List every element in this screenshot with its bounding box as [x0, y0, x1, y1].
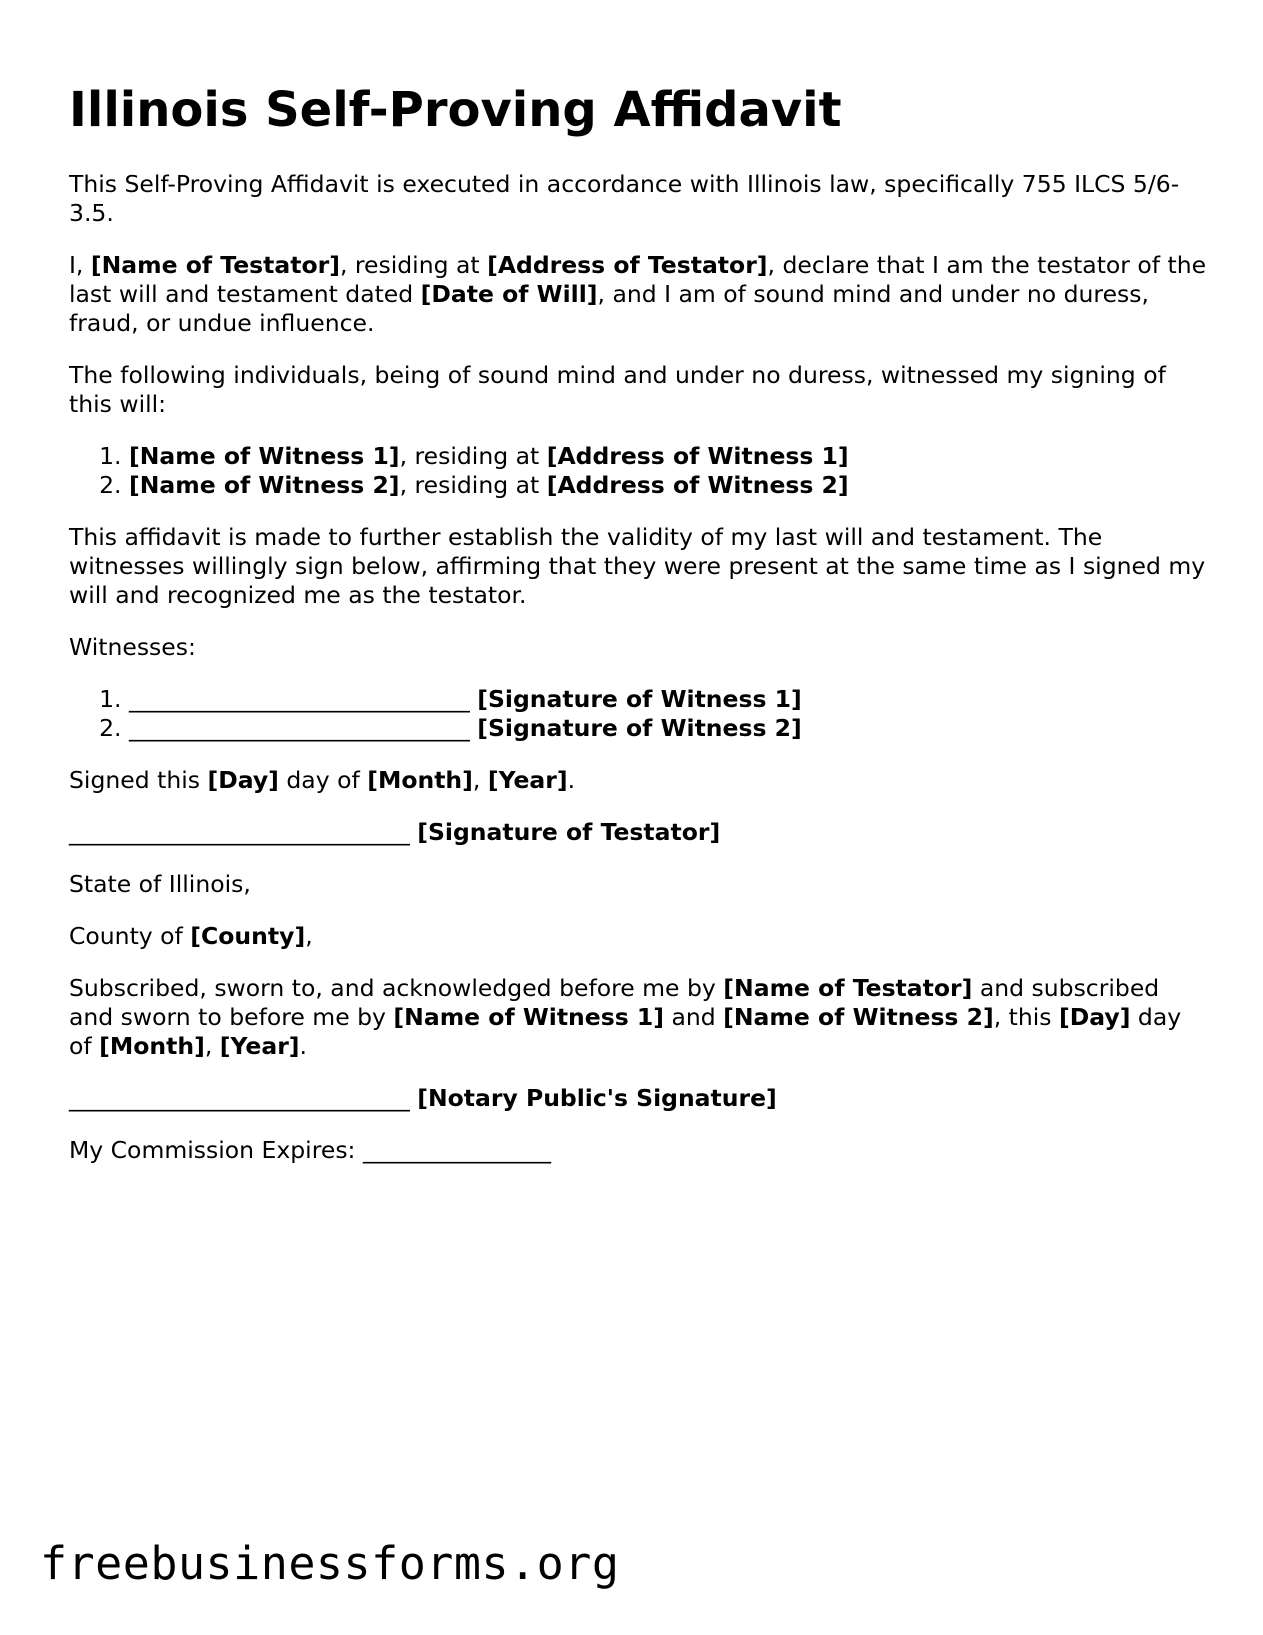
notary-text: and	[663, 1003, 724, 1031]
list-item	[129, 471, 1209, 500]
signature-label: [Signature of Witness 1]	[477, 685, 802, 713]
commission-line: ________________	[362, 1136, 551, 1164]
witness-name-placeholder: [Name of Witness 2]	[723, 1003, 994, 1031]
month-placeholder: [Month]	[99, 1032, 205, 1060]
footer-watermark: freebusinessforms.org	[40, 1537, 620, 1590]
year-placeholder: [Year]	[487, 766, 568, 794]
notary-text: day of	[69, 1003, 1182, 1060]
signature-label: [Signature of Testator]	[417, 818, 721, 846]
testator-address-placeholder: [Address of Testator]	[487, 251, 768, 279]
declaration-paragraph	[69, 251, 1209, 338]
list-item	[129, 714, 1209, 743]
signed-text: Signed this	[69, 766, 208, 794]
list-item-text: , residing at	[399, 471, 547, 499]
list-item	[129, 442, 1209, 471]
witness-intro-paragraph: The following individuals, being of sound mind and under no duress, witnessed my signing of this will:	[69, 361, 1166, 418]
signed-date-paragraph	[69, 766, 1209, 795]
signed-text: .	[567, 766, 576, 794]
testator-signature	[69, 818, 1209, 847]
county-line	[69, 922, 1209, 951]
witness-signature-list	[69, 685, 1209, 743]
witness-name-placeholder: [Name of Witness 1]	[393, 1003, 664, 1031]
state-line: State of Illinois,	[69, 870, 251, 898]
witnesses-label: Witnesses:	[69, 633, 196, 661]
commission-expires	[69, 1136, 1209, 1165]
signature-label: [Signature of Witness 2]	[477, 714, 802, 742]
signature-line: _____________________________	[69, 818, 418, 846]
list-item-text: , residing at	[399, 442, 547, 470]
county-text: County of	[69, 922, 191, 950]
month-placeholder: [Month]	[367, 766, 473, 794]
notary-text: ,	[204, 1032, 220, 1060]
signature-line: _____________________________	[69, 1084, 418, 1112]
testator-name-placeholder: [Name of Testator]	[90, 251, 340, 279]
signed-text: ,	[472, 766, 488, 794]
declaration-text: I,	[69, 251, 91, 279]
county-text: ,	[305, 922, 313, 950]
testator-name-placeholder: [Name of Testator]	[723, 974, 973, 1002]
witness-address-placeholder: [Address of Witness 1]	[546, 442, 849, 470]
witness-list	[69, 442, 1209, 500]
signature-label: [Notary Public's Signature]	[417, 1084, 777, 1112]
county-placeholder: [County]	[190, 922, 306, 950]
notary-text: .	[299, 1032, 308, 1060]
witness-name-placeholder: [Name of Witness 2]	[129, 471, 400, 499]
notary-text: , this	[993, 1003, 1059, 1031]
witness-address-placeholder: [Address of Witness 2]	[546, 471, 849, 499]
date-of-will-placeholder: [Date of Will]	[420, 280, 598, 308]
declaration-text: , and I am of sound mind and under no duress, fraud, or undue influence.	[69, 280, 1149, 337]
declaration-text: , declare that I am the testator of the last will and testament dated	[69, 251, 1207, 308]
witness-name-placeholder: [Name of Witness 1]	[129, 442, 400, 470]
intro-paragraph: This Self-Proving Affidavit is executed in accordance with Illinois law, specifically 755 ILCS 5/6-3.5.	[69, 170, 1180, 227]
signature-line: _____________________________	[129, 714, 478, 742]
affidavit-paragraph: This affidavit is made to further establish the validity of my last will and testament. The witnesses willingly sign below, affirming that they were present at the same time as I signed my will and recognized me as the testator.	[69, 523, 1206, 609]
document-page	[69, 82, 1209, 1188]
list-item	[129, 685, 1209, 714]
page-title: Illinois Self-Proving Affidavit	[69, 82, 842, 138]
signed-text: day of	[278, 766, 368, 794]
signature-line: _____________________________	[129, 685, 478, 713]
notary-text: and subscribed and sworn to before me by	[69, 974, 1160, 1031]
day-placeholder: [Day]	[1059, 1003, 1131, 1031]
day-placeholder: [Day]	[207, 766, 279, 794]
year-placeholder: [Year]	[219, 1032, 300, 1060]
notary-text: Subscribed, sworn to, and acknowledged before me by	[69, 974, 724, 1002]
notary-signature	[69, 1084, 1209, 1113]
commission-label: My Commission Expires:	[69, 1136, 363, 1164]
notary-paragraph	[69, 974, 1209, 1061]
declaration-text: , residing at	[339, 251, 488, 279]
